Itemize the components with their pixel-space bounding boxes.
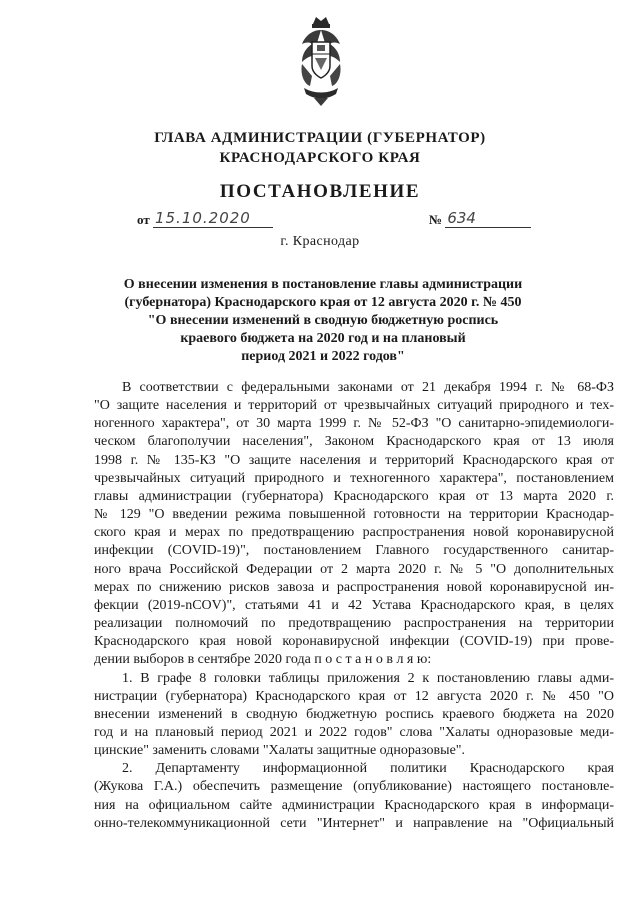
title-line: "О внесении изменений в сводную бюджетную роспись [147, 313, 499, 328]
coat-of-arms-emblem [296, 14, 346, 110]
body-line: ногенного характера", от 30 марта 1999 г. № 52-ФЗ "О санитарно-эпидемиологи- [94, 416, 614, 432]
document-body [94, 379, 614, 833]
body-line: онно-телекоммуникационной сети "Интернет" и направление на "Официальный [94, 815, 614, 831]
body-line: внесении изменений в сводную бюджетную роспись краевого бюджета на 2020 [94, 706, 614, 722]
body-line: ного врача Российской Федерации от 2 марта 2020 г. № 5 "О дополнительных [94, 561, 614, 577]
body-line: 1. В графе 8 головки таблицы приложения 2 к постановлению главы адми- [122, 670, 614, 686]
body-line: "О защите населения и территорий от чрезвычайных ситуаций природного и тех- [94, 398, 614, 414]
body-line: нистрации (губернатора) Краснодарского края от 12 августа 2020 г. № 450 "О [94, 688, 614, 704]
body-paragraph [94, 379, 614, 670]
body-line: В соответствии с федеральными законами от 21 декабря 1994 г. № 68-ФЗ [122, 380, 614, 395]
body-line: 1998 г. № 135-КЗ "О защите населения и территорий Краснодарского края от [94, 452, 614, 468]
body-line: дении выборов в сентябре 2020 года п о с т а н о в л я ю: [94, 652, 432, 668]
title-line: (губернатора) Краснодарского края от 12 августа 2020 г. № 450 [124, 295, 522, 310]
date-value: 15.10.2020 [153, 209, 273, 228]
body-line: год и на плановый период 2021 и 2022 годов" слова "Халаты одноразовые меди- [94, 724, 614, 740]
body-line: реализации полномочий по предотвращению распространения на территории [94, 616, 614, 632]
document-number [429, 209, 531, 231]
body-line: инфекции (COVID-19)", постановлением Главного государственного санитар- [94, 543, 614, 559]
title-line: О внесении изменения в постановление главы администрации [123, 277, 523, 292]
number-value: 634 [445, 209, 531, 228]
body-paragraph [94, 760, 614, 833]
body-line: чрезвычайных ситуаций природного и техногенного характера", постановлением [94, 470, 614, 486]
body-paragraph [94, 670, 614, 761]
body-line: ского края и мерах по предотвращению распространения новой коронавирусной [94, 525, 614, 541]
body-line: главы администрации (губернатора) Краснодарского края от 13 марта 2020 г. [94, 488, 614, 504]
body-line: (Жукова Г.А.) обеспечить размещение (опубликование) настоящего постановле- [94, 779, 614, 795]
body-line: мерах по снижению рисков завоза и распространения новой коронавирусной ин- [94, 579, 614, 595]
coat-of-arms-icon [296, 14, 346, 110]
body-line: Краснодарского края новой коронавирусной инфекции (COVID-19) при прове- [94, 634, 614, 650]
body-line: ния на официальном сайте администрации Краснодарского края в информаци- [94, 797, 614, 813]
document-type: ПОСТАНОВЛЕНИЕ [219, 181, 421, 202]
authority-title-line-2: КРАСНОДАРСКОГО КРАЯ [219, 150, 421, 166]
body-line: цинские" заменить словами "Халаты защитные одноразовые". [94, 743, 465, 759]
title-line: период 2021 и 2022 годов" [241, 349, 405, 364]
authority-title-line-1: ГЛАВА АДМИНИСТРАЦИИ (ГУБЕРНАТОР) [154, 130, 486, 146]
document-title [118, 276, 528, 366]
body-line: фекции (2019-nCOV)", статьями 41 и 42 Устава Краснодарского края, в целях [94, 597, 614, 613]
number-label: № [429, 212, 443, 227]
document-date [137, 209, 273, 231]
city-name: г. Краснодар [280, 234, 360, 249]
date-label: от [137, 212, 150, 227]
body-line: № 129 "О введении режима повышенной готовности на территории Краснодар- [94, 507, 614, 523]
body-line: ческом благополучии населения", Законом Краснодарского края от 13 июля [94, 434, 614, 450]
body-line: 2. Департаменту информационной политики Краснодарского края [122, 761, 614, 777]
title-line: краевого бюджета на 2020 год и на плановый [180, 331, 466, 346]
